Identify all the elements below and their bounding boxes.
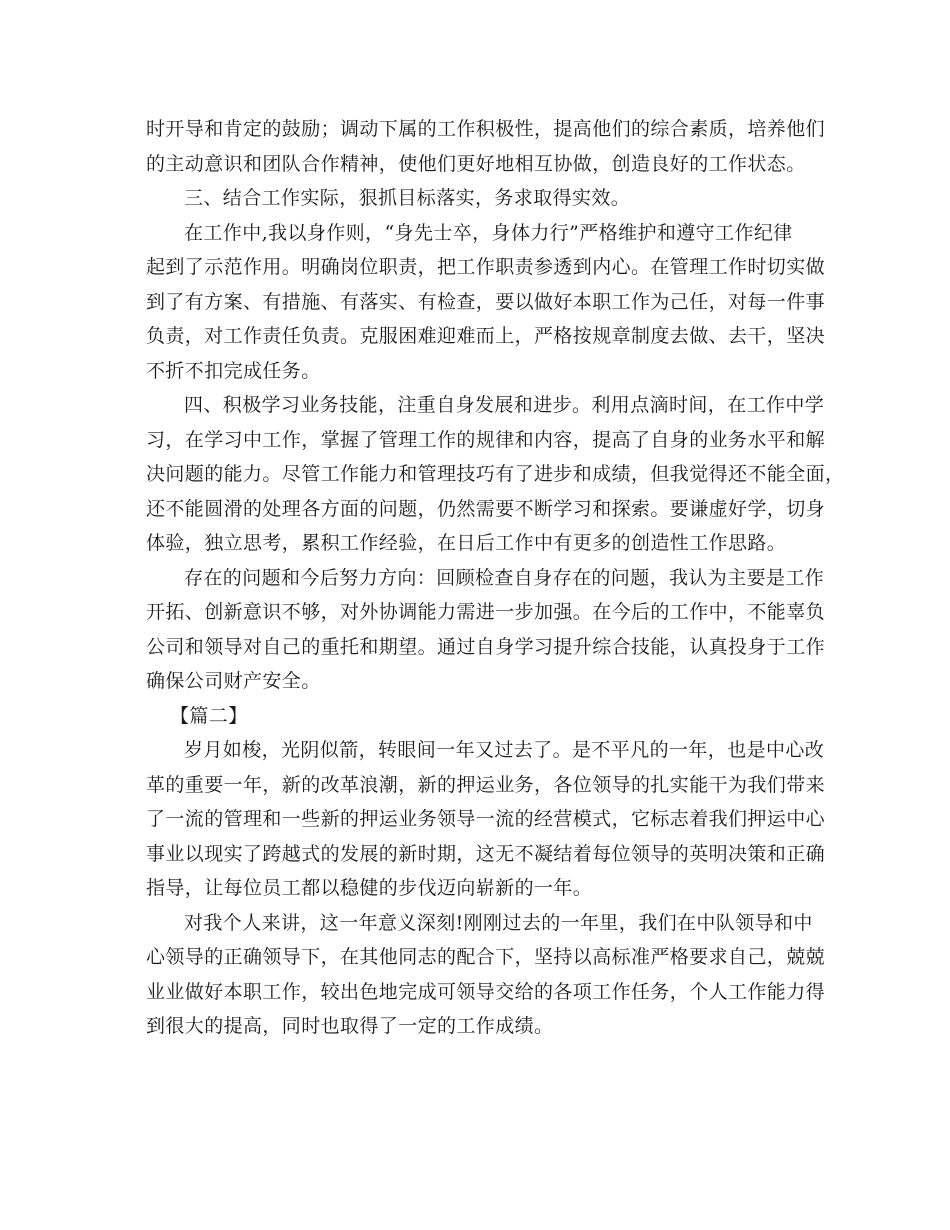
text-line: 革的重要一年，新的改革浪潮，新的押运业务，各位领导的扎实能干为我们带来 xyxy=(146,773,826,796)
text-line: 对我个人来讲，这一年意义深刻!刚刚过去的一年里，我们在中队领导和中 xyxy=(184,911,813,934)
text-line: 存在的问题和今后努力方向：回顾检查自身存在的问题，我认为主要是工作 xyxy=(184,566,825,589)
text-line: 不折不扣完成任务。 xyxy=(146,359,321,382)
text-line: 确保公司财产安全。 xyxy=(146,670,321,692)
text-line: 到很大的提高，同时也取得了一定的工作成绩。 xyxy=(146,1015,554,1037)
text-line: 决问题的能力。尽管工作能力和管理技巧有了进步和成绩，但我觉得还不能全面， xyxy=(146,463,845,485)
text-line: 指导，让每位员工都以稳健的步伐迈向崭新的一年。 xyxy=(146,877,593,899)
text-line: 起到了示范作用。明确岗位职责，把工作职责参透到内心。在管理工作时切实做 xyxy=(146,256,826,278)
text-line: 体验，独立思考，累积工作经验，在日后工作中有更多的创造性工作思路。 xyxy=(146,532,787,554)
section-heading-3: 三、结合工作实际，狠抓目标落实，务求取得实效。 xyxy=(184,187,631,209)
document-body xyxy=(146,112,845,1044)
text-line: 事业以现实了跨越式的发展的新时期，这无不凝结着每位领导的英明决策和正确 xyxy=(146,842,826,865)
text-line: 开拓、创新意识不够，对外协调能力需进一步加强。在今后的工作中，不能辜负 xyxy=(146,601,826,623)
text-line: 负责，对工作责任负责。克服困难迎难而上，严格按规章制度去做、去干，坚决 xyxy=(146,325,826,347)
text-line: 了一流的管理和一些新的押运业务领导一流的经营模式，它标志着我们押运中心 xyxy=(146,808,826,830)
text-line: 公司和领导对自己的重托和期望。通过自身学习提升综合技能，认真投身于工作 xyxy=(146,635,826,658)
text-line: 时开导和肯定的鼓励；调动下属的工作积极性，提高他们的综合素质，培养他们 xyxy=(146,118,826,140)
part-heading: 【篇二】 xyxy=(170,704,248,727)
section-heading-4: 四、积极学习业务技能，注重自身发展和进步。利用点滴时间，在工作中学 xyxy=(184,394,825,416)
text-line: 习，在学习中工作，掌握了管理工作的规律和内容，提高了自身的业务水平和解 xyxy=(146,428,826,451)
text-line: 到了有方案、有措施、有落实、有检查，要以做好本职工作为己任，对每一件事 xyxy=(146,290,826,313)
text-line: 在工作中,我以身作则，“身先士卒，身体力行”严格维护和遵守工作纪律 xyxy=(184,221,793,244)
text-line: 还不能圆滑的处理各方面的问题，仍然需要不断学习和探索。要谦虚好学，切身 xyxy=(146,497,826,520)
text-line: 岁月如梭，光阴似箭，转眼间一年又过去了。是不平凡的一年，也是中心改 xyxy=(184,739,825,761)
text-line: 业业做好本职工作，较出色地完成可领导交给的各项工作任务，个人工作能力得 xyxy=(146,980,826,1003)
text-line: 心领导的正确领导下，在其他同志的配合下，坚持以高标准严格要求自己，兢兢 xyxy=(146,946,826,968)
text-line: 的主动意识和团队合作精神，使他们更好地相互协做，创造良好的工作状态。 xyxy=(146,152,806,175)
